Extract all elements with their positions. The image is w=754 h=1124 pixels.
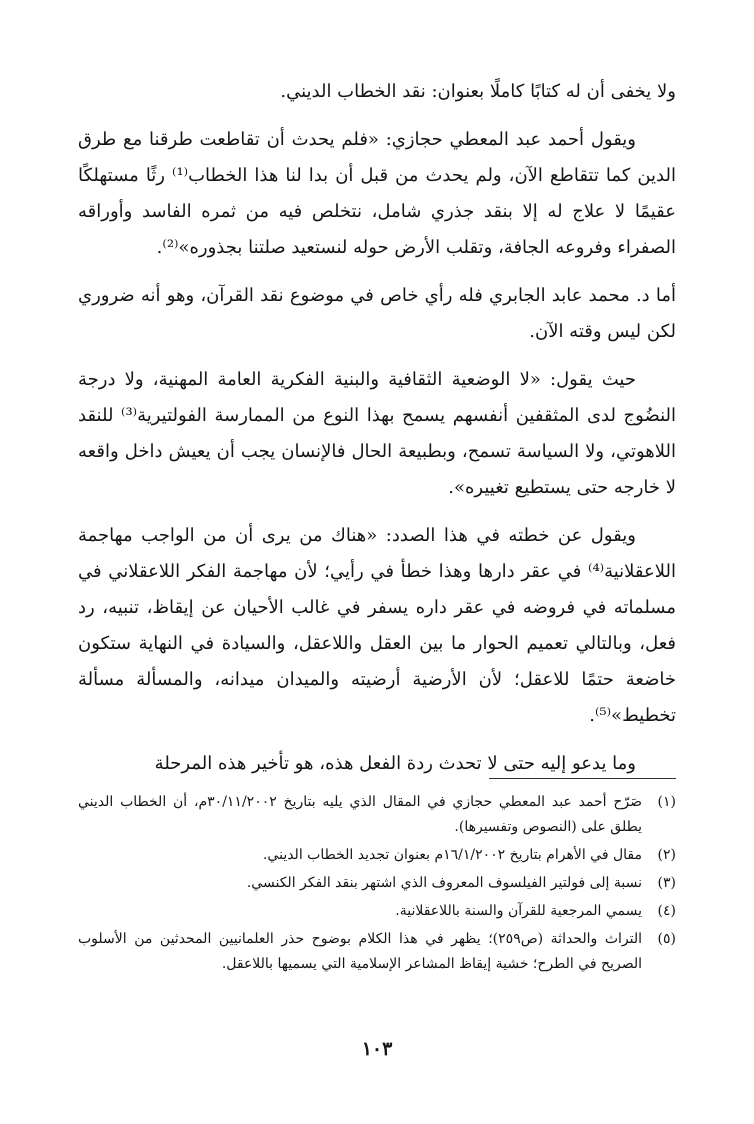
footnote-text: التراث والحداثة (ص٢٥٩)؛ يظهر في هذا الكلام بوضوح حذر العلمانيين المحدثين من الأسلوب الصريح في الطرح؛ خشية إيقاظ المشاعر الإسلامية التي يسميها باللاعقل.	[78, 931, 642, 972]
footnote-item	[78, 871, 676, 896]
footnote-number: (٢)	[657, 847, 676, 863]
page-number: ١٠٣	[361, 1038, 393, 1060]
footnotes-list	[78, 790, 676, 980]
footnote-item	[78, 899, 676, 924]
footnote-item	[78, 790, 676, 840]
paragraph-1: ولا يخفى أن له كتابًا كاملًا بعنوان: نقد الخطاب الديني.	[280, 81, 676, 102]
footnote-number: (٣)	[657, 875, 676, 891]
footnote-number: (٤)	[657, 903, 676, 919]
footnote-divider	[489, 778, 676, 779]
footnote-item	[78, 843, 676, 868]
paragraph-3: أما د. محمد عابد الجابري فله رأي خاص في موضوع نقد القرآن، وهو أنه ضروري لكن ليس وقته الآن.	[78, 285, 676, 342]
paragraph-5: ويقول عن خطته في هذا الصدد: «هناك من يرى أن من الواجب مهاجمة اللاعقلانية⁽⁴⁾ في عقر دارها وهذا خطأ في رأيي؛ لأن مهاجمة الفكر اللاعقلاني في مسلماته في فروضه في عقر داره يسفر في غالب الأحيان عن إيقاظ، تنبيه، رد فعل، وبالتالي تعميم الحوار ما بين العقل واللاعقل، والسيادة في النهاية ستكون خاضعة حتمًا للاعقل؛ لأن الأرضية أرضيته والميدان ميدانه، والمسألة مسألة تخطيط»⁽⁵⁾.	[78, 525, 677, 726]
footnote-text: صَرّح أحمد عبد المعطي حجازي في المقال الذي يليه بتاريخ ٣٠/١١/٢٠٠٢م، أن الخطاب الديني يطلق على (النصوص وتفسيرها).	[78, 794, 642, 835]
paragraph-4: حيث يقول: «لا الوضعية الثقافية والبنية الفكرية العامة المهنية، ولا درجة النضُوج لدى المثقفين أنفسهم يسمح بهذا النوع من الممارسة الفولتيرية⁽³⁾ للنقد اللاهوتي، ولا السياسة تسمح، وبطبيعة الحال فالإنسان يجب أن يعيش داخل واقعه لا خارجه حتى يستطيع تغييره».	[78, 369, 677, 498]
footnote-number: (٥)	[657, 931, 676, 947]
footnote-text: نسبة إلى فولتير الفيلسوف المعروف الذي اشتهر بنقد الفكر الكنسي.	[246, 875, 642, 891]
paragraph-2: ويقول أحمد عبد المعطي حجازي: «فلم يحدث أن تقاطعت طرقنا مع طرق الدين كما تتقاطع الآن، ولم يحدث من قبل أن بدا لنا هذا الخطاب⁽¹⁾ رثًا مستهلكًا عقيمًا لا علاج له إلا بنقد جذري شامل، نتخلص فيه من ثمره الفاسد وأوراقه الصفراء وفروعه الجافة، وتقلب الأرض حوله لنستعيد صلتنا بجذوره»⁽²⁾.	[78, 129, 676, 258]
footnote-number: (١)	[657, 794, 676, 810]
footnote-item	[78, 927, 676, 977]
footnote-text: يسمي المرجعية للقرآن والسنة باللاعقلانية.	[395, 903, 642, 919]
paragraph-6: وما يدعو إليه حتى لا تحدث ردة الفعل هذه، هو تأخير هذه المرحلة	[154, 753, 636, 774]
main-text	[78, 74, 676, 794]
footnote-text: مقال في الأهرام بتاريخ ١٦/١/٢٠٠٢م بعنوان تجديد الخطاب الديني.	[262, 847, 642, 863]
